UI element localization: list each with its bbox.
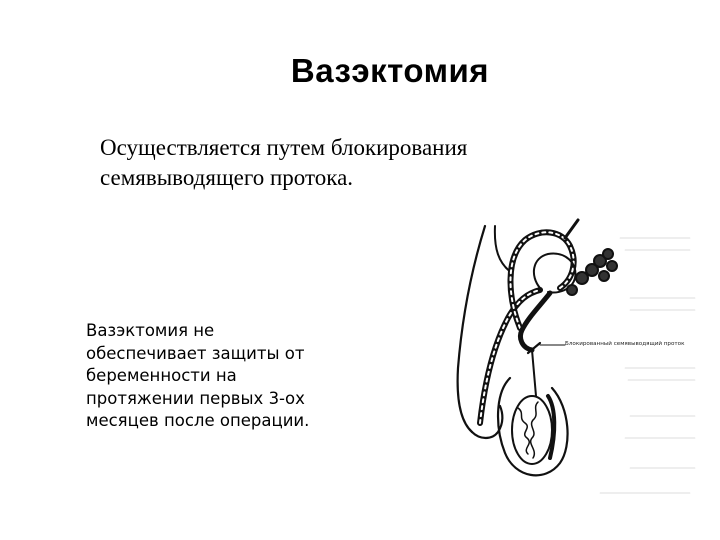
- slide-title: Вазэктомия: [290, 52, 490, 89]
- lead-text: [100, 133, 620, 193]
- note-line: Вазэктомия не: [86, 321, 215, 340]
- note-line: беременности на: [86, 366, 237, 385]
- note-line: протяжении первых 3-ох: [86, 388, 305, 408]
- lead-line-2: семявыводящего протока.: [100, 165, 354, 190]
- note-text: [86, 320, 386, 433]
- lead-line-1: Осуществляется путем блокирования: [100, 135, 468, 160]
- figure-caption: Блокированный семявыводящий проток: [565, 341, 685, 347]
- male-reproductive-diagram-icon: [400, 218, 700, 508]
- note-line: месяцев после операции.: [86, 411, 310, 430]
- note-line: обеспечивает защиты от: [86, 343, 305, 363]
